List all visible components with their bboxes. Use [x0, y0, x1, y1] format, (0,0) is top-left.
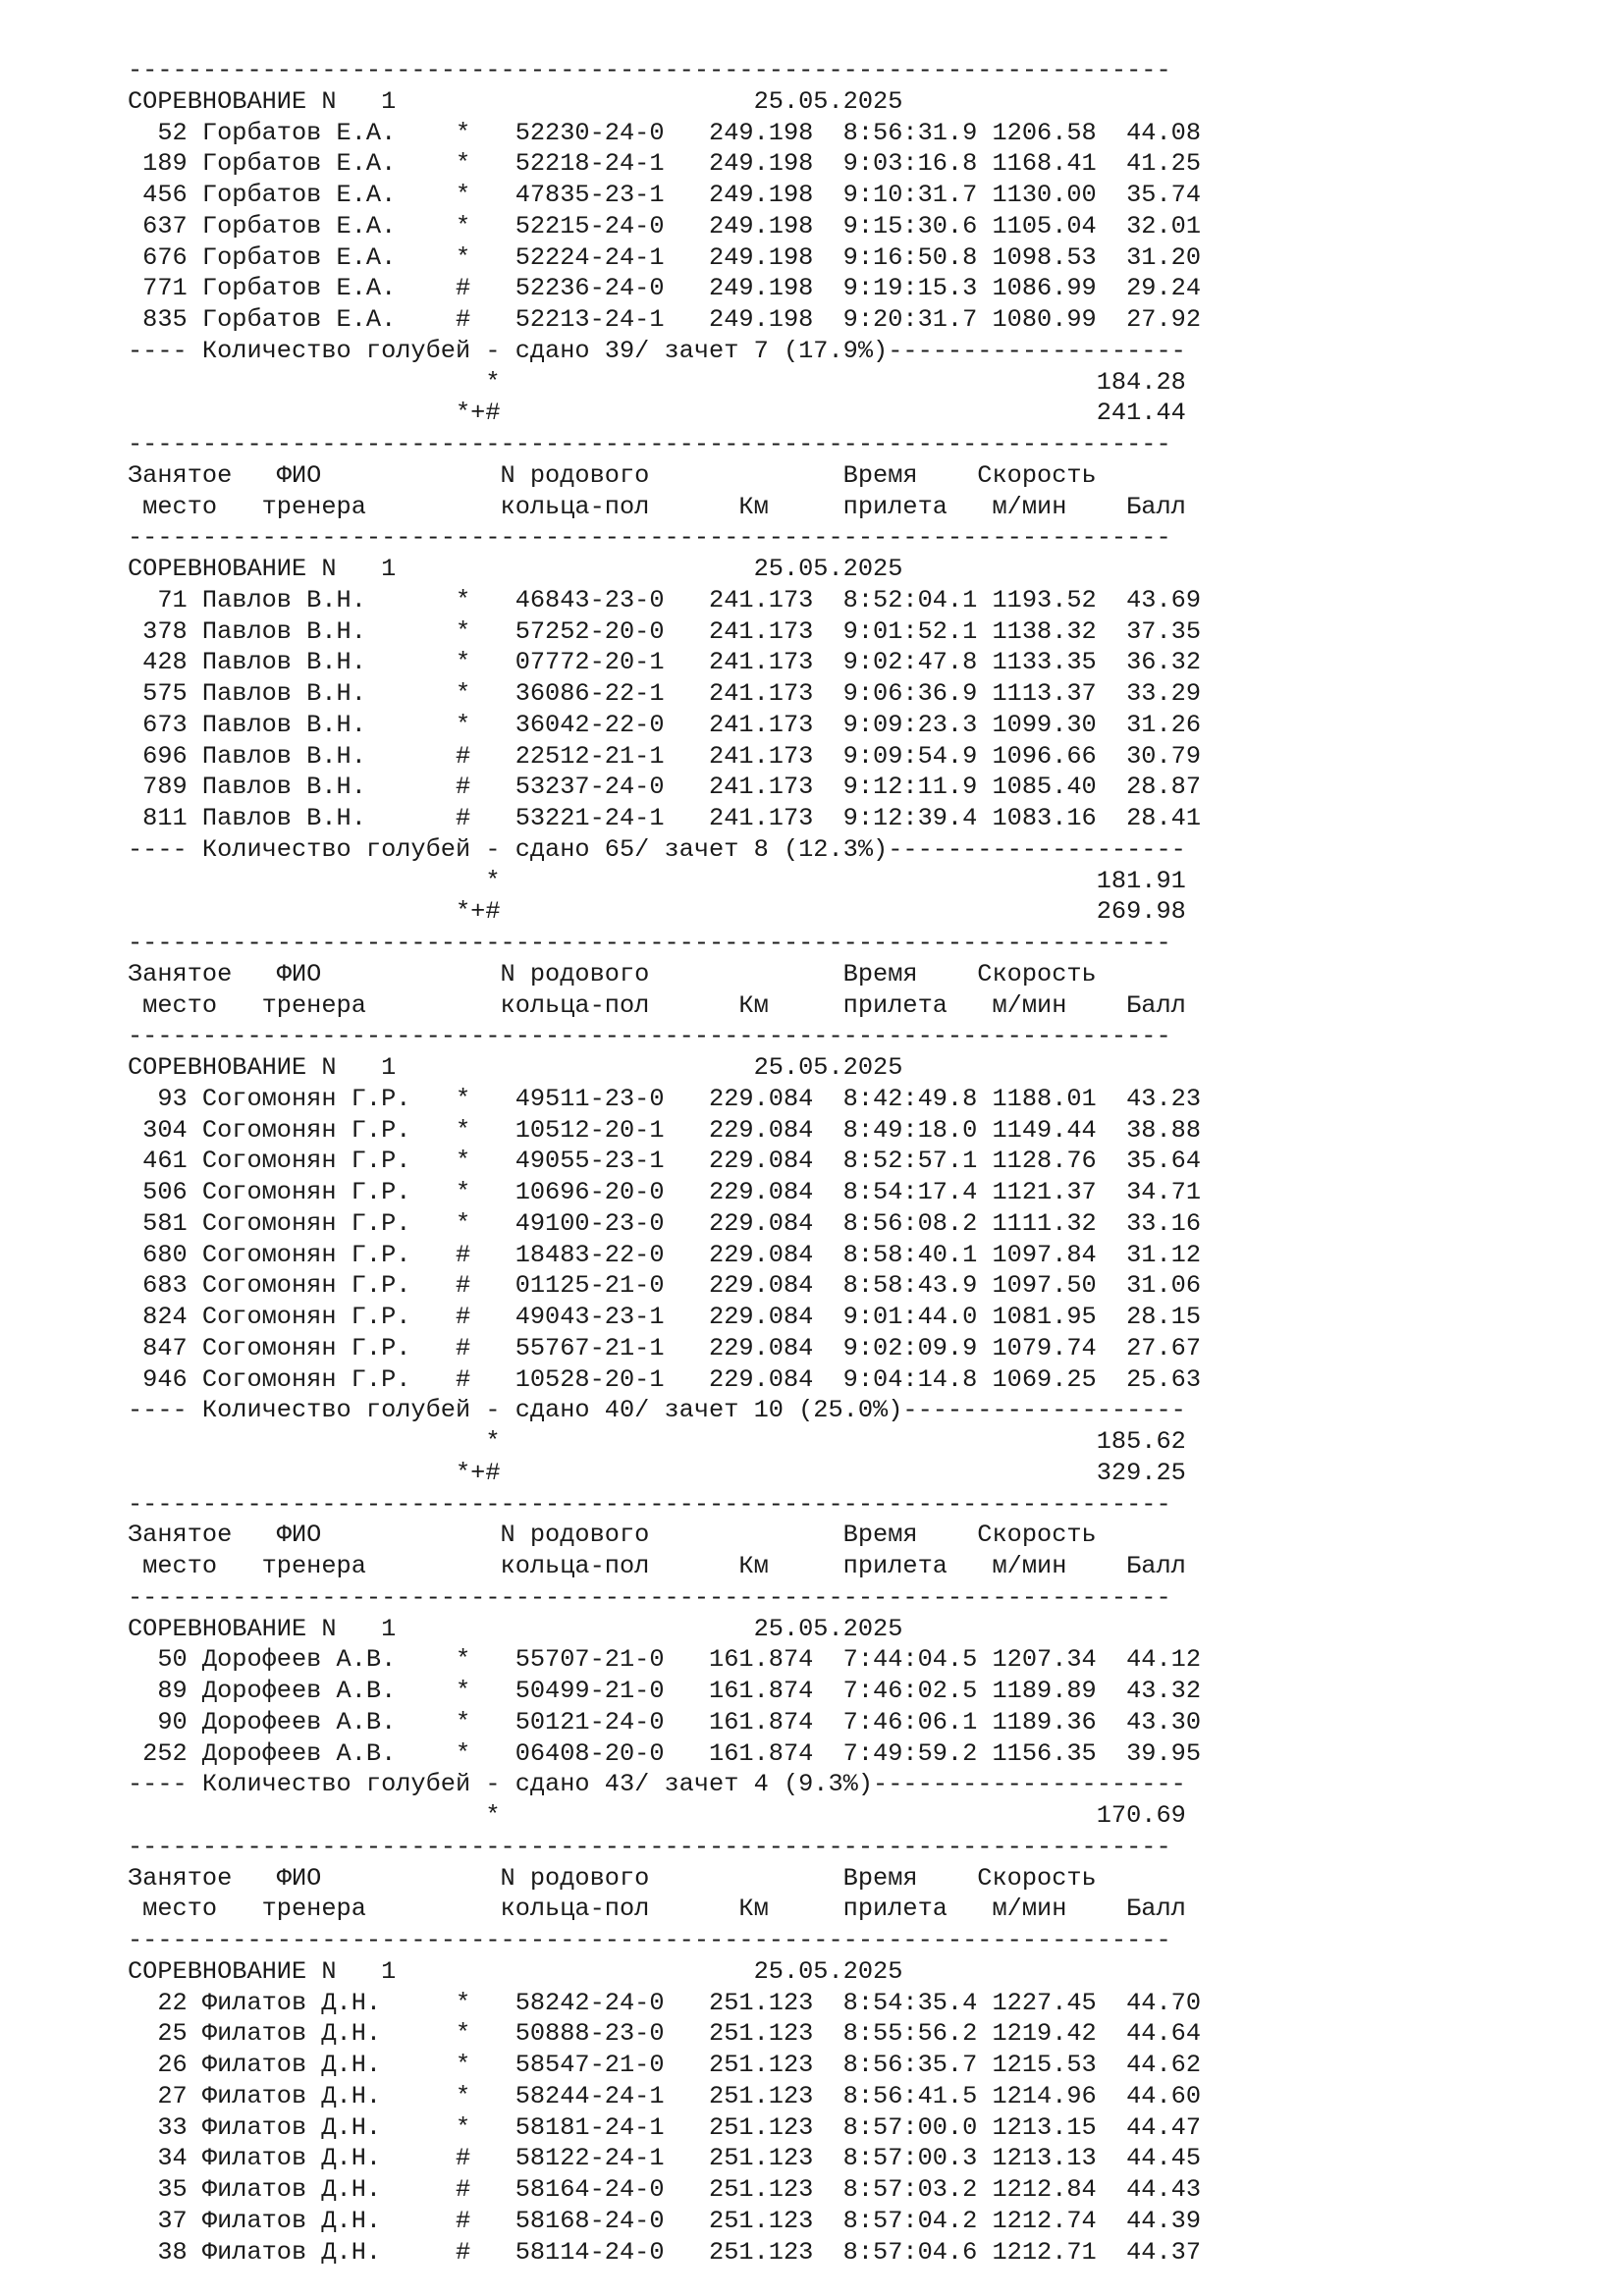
column-header: Занятое ФИО N родового Время Скорость: [128, 959, 1097, 988]
total-line: * 185.62: [128, 1427, 1186, 1456]
result-row: 811 Павлов В.Н. # 53221-24-1 241.173 9:12:39.4 1083.16 28.41: [128, 804, 1202, 832]
result-row: 252 Дорофеев А.В. * 06408-20-0 161.874 7:49:59.2 1156.35 39.95: [128, 1738, 1202, 1768]
result-row: 26 Филатов Д.Н. * 58547-21-0 251.123 8:56:35.7 1215.53 44.62: [128, 2051, 1202, 2079]
total-line: * 181.91: [128, 866, 1186, 895]
separator-line: ----------------------------------------------------------------------: [128, 1832, 1171, 1861]
result-row: 52 Горбатов Е.А. * 52230-24-0 249.198 8:56:31.9 1206.58 44.08: [128, 118, 1202, 147]
results-printout: [128, 55, 1522, 2268]
result-row: 38 Филатов Д.Н. # 58114-24-0 251.123 8:57:04.6 1212.71 44.37: [128, 2237, 1202, 2267]
separator-line: ----------------------------------------------------------------------: [128, 523, 1171, 553]
separator-line: ----------------------------------------------------------------------: [128, 430, 1171, 458]
result-row: 189 Горбатов Е.А. * 52218-24-1 249.198 9:03:16.8 1168.41 41.25: [128, 149, 1202, 179]
total-line: *+# 269.98: [128, 897, 1186, 927]
result-row: 461 Согомонян Г.Р. * 49055-23-1 229.084 8:52:57.1 1128.76 35.64: [128, 1147, 1202, 1176]
result-row: 25 Филатов Д.Н. * 50888-23-0 251.123 8:55:56.2 1219.42 44.64: [128, 2019, 1202, 2049]
result-row: 637 Горбатов Е.А. * 52215-24-0 249.198 9:15:30.6 1105.04 32.01: [128, 211, 1202, 240]
result-row: 90 Дорофеев А.В. * 50121-24-0 161.874 7:46:06.1 1189.36 43.30: [128, 1707, 1202, 1736]
column-header: Занятое ФИО N родового Время Скорость: [128, 460, 1097, 490]
summary-line: ---- Количество голубей - сдано 40/ зачет 10 (25.0%)-------------------: [128, 1396, 1186, 1425]
separator-line: ----------------------------------------------------------------------: [128, 929, 1171, 957]
separator-line: ----------------------------------------------------------------------: [128, 1022, 1171, 1051]
result-row: 789 Павлов В.Н. # 53237-24-0 241.173 9:12:11.9 1085.40 28.87: [128, 773, 1202, 802]
result-row: 575 Павлов В.Н. * 36086-22-1 241.173 9:06:36.9 1113.37 33.29: [128, 679, 1202, 708]
result-row: 673 Павлов В.Н. * 36042-22-0 241.173 9:09:23.3 1099.30 31.26: [128, 710, 1202, 739]
result-row: 581 Согомонян Г.Р. * 49100-23-0 229.084 8:56:08.2 1111.32 33.16: [128, 1208, 1202, 1238]
column-header: место тренера кольца-пол Км прилета м/мин Балл: [128, 990, 1186, 1020]
total-line: *+# 329.25: [128, 1458, 1186, 1487]
result-row: 683 Согомонян Г.Р. # 01125-21-0 229.084 8:58:43.9 1097.50 31.06: [128, 1271, 1202, 1301]
column-header: место тренера кольца-пол Км прилета м/мин Балл: [128, 492, 1186, 521]
competition-header: СОРЕВНОВАНИЕ N 1 25.05.2025: [128, 1614, 903, 1643]
summary-line: ---- Количество голубей - сдано 65/ зачет 8 (12.3%)--------------------: [128, 834, 1186, 864]
result-row: 22 Филатов Д.Н. * 58242-24-0 251.123 8:54:35.4 1227.45 44.70: [128, 1988, 1202, 2017]
column-header: место тренера кольца-пол Км прилета м/мин Балл: [128, 1895, 1186, 1924]
result-row: 835 Горбатов Е.А. # 52213-24-1 249.198 9:20:31.7 1080.99 27.92: [128, 305, 1202, 334]
column-header: Занятое ФИО N родового Время Скорость: [128, 1521, 1097, 1550]
result-row: 506 Согомонян Г.Р. * 10696-20-0 229.084 8:54:17.4 1121.37 34.71: [128, 1178, 1202, 1206]
result-row: 456 Горбатов Е.А. * 47835-23-1 249.198 9:10:31.7 1130.00 35.74: [128, 181, 1202, 209]
total-line: *+# 241.44: [128, 399, 1186, 428]
result-row: 71 Павлов В.Н. * 46843-23-0 241.173 8:52:04.1 1193.52 43.69: [128, 585, 1202, 614]
result-row: 89 Дорофеев А.В. * 50499-21-0 161.874 7:46:02.5 1189.89 43.32: [128, 1677, 1202, 1705]
total-line: * 170.69: [128, 1801, 1186, 1830]
separator-line: ----------------------------------------------------------------------: [128, 1489, 1171, 1519]
result-row: 50 Дорофеев А.В. * 55707-21-0 161.874 7:44:04.5 1207.34 44.12: [128, 1645, 1202, 1675]
competition-header: СОРЕВНОВАНИЕ N 1 25.05.2025: [128, 1053, 903, 1082]
result-row: 696 Павлов В.Н. # 22512-21-1 241.173 9:09:54.9 1096.66 30.79: [128, 741, 1202, 771]
result-row: 304 Согомонян Г.Р. * 10512-20-1 229.084 8:49:18.0 1149.44 38.88: [128, 1115, 1202, 1145]
separator-line: ----------------------------------------------------------------------: [128, 1582, 1171, 1612]
result-row: 847 Согомонян Г.Р. # 55767-21-1 229.084 9:02:09.9 1079.74 27.67: [128, 1333, 1202, 1362]
result-row: 33 Филатов Д.Н. * 58181-24-1 251.123 8:57:00.0 1213.15 44.47: [128, 2112, 1202, 2142]
column-header: Занятое ФИО N родового Время Скорость: [128, 1863, 1097, 1893]
result-row: 824 Согомонян Г.Р. # 49043-23-1 229.084 9:01:44.0 1081.95 28.15: [128, 1303, 1202, 1331]
result-row: 946 Согомонян Г.Р. # 10528-20-1 229.084 9:04:14.8 1069.25 25.63: [128, 1364, 1202, 1394]
competition-header: СОРЕВНОВАНИЕ N 1 25.05.2025: [128, 555, 903, 583]
separator-line: ----------------------------------------------------------------------: [128, 56, 1171, 84]
summary-line: ---- Количество голубей - сдано 43/ зачет 4 (9.3%)---------------------: [128, 1770, 1186, 1799]
total-line: * 184.28: [128, 367, 1186, 397]
result-row: 27 Филатов Д.Н. * 58244-24-1 251.123 8:56:41.5 1214.96 44.60: [128, 2081, 1202, 2110]
result-row: 34 Филатов Д.Н. # 58122-24-1 251.123 8:57:00.3 1213.13 44.45: [128, 2144, 1202, 2173]
column-header: место тренера кольца-пол Км прилета м/мин Балл: [128, 1552, 1186, 1580]
result-row: 771 Горбатов Е.А. # 52236-24-0 249.198 9:19:15.3 1086.99 29.24: [128, 274, 1202, 303]
result-row: 676 Горбатов Е.А. * 52224-24-1 249.198 9:16:50.8 1098.53 31.20: [128, 242, 1202, 272]
result-row: 35 Филатов Д.Н. # 58164-24-0 251.123 8:57:03.2 1212.84 44.43: [128, 2175, 1202, 2204]
result-row: 428 Павлов В.Н. * 07772-20-1 241.173 9:02:47.8 1133.35 36.32: [128, 648, 1202, 677]
result-row: 37 Филатов Д.Н. # 58168-24-0 251.123 8:57:04.2 1212.74 44.39: [128, 2206, 1202, 2235]
result-row: 93 Согомонян Г.Р. * 49511-23-0 229.084 8:42:49.8 1188.01 43.23: [128, 1084, 1202, 1113]
competition-header: СОРЕВНОВАНИЕ N 1 25.05.2025: [128, 86, 903, 116]
result-row: 680 Согомонян Г.Р. # 18483-22-0 229.084 8:58:40.1 1097.84 31.12: [128, 1240, 1202, 1269]
competition-header: СОРЕВНОВАНИЕ N 1 25.05.2025: [128, 1956, 903, 1986]
result-row: 378 Павлов В.Н. * 57252-20-0 241.173 9:01:52.1 1138.32 37.35: [128, 616, 1202, 646]
summary-line: ---- Количество голубей - сдано 39/ зачет 7 (17.9%)--------------------: [128, 336, 1186, 365]
separator-line: ----------------------------------------------------------------------: [128, 1926, 1171, 1954]
